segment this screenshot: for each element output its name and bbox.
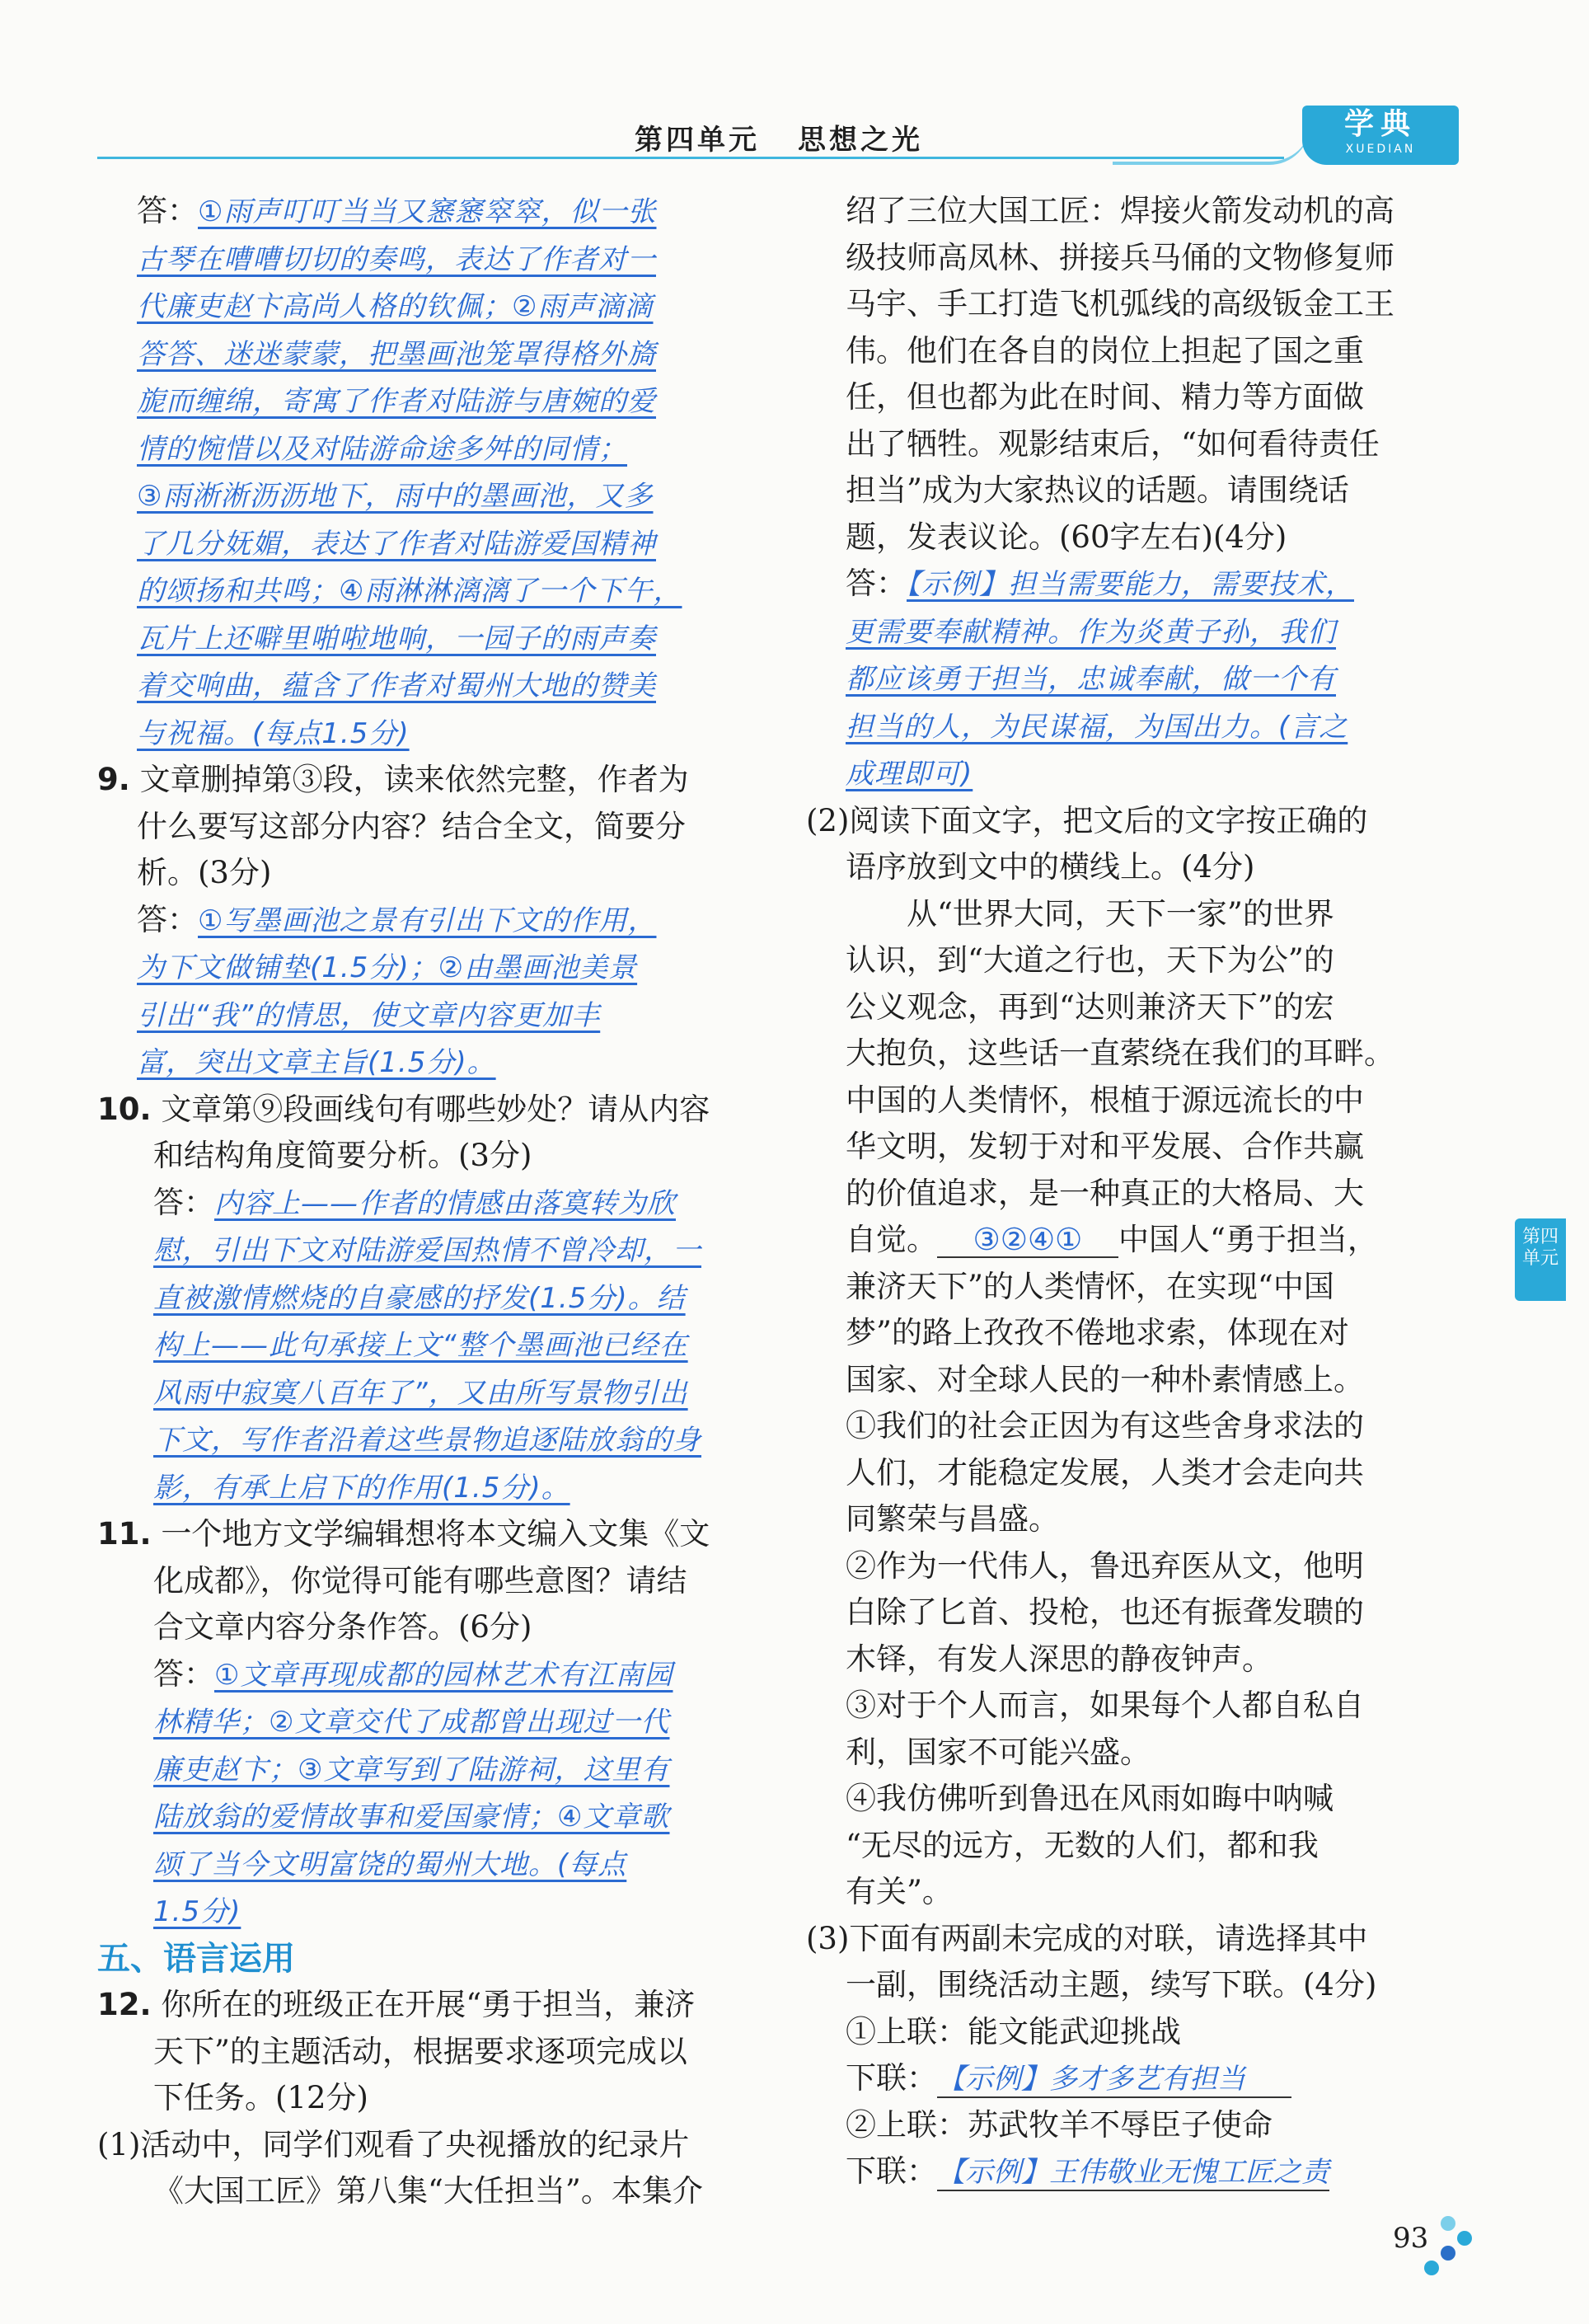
answer-line: 代廉吏赵卞高尚人格的钦佩；②雨声滴滴: [137, 290, 654, 323]
unit-side-tab: 第四单元: [1515, 1218, 1566, 1301]
couplets: [806, 2009, 1465, 2195]
answer-line: 成理即可): [846, 758, 973, 791]
question-line: 一副，围绕活动主题，续写下联。(4分): [846, 1967, 1377, 2002]
passage-line: 大抱负，这些话一直萦绕在我们的耳畔。: [846, 1035, 1394, 1071]
question-line: 析。(3分): [137, 855, 272, 890]
couplet-2-lower-label: 下联：: [846, 2153, 937, 2189]
couplet-1-lower-answer: 【示例】多才多艺有担当: [937, 2062, 1291, 2098]
answer-8: [97, 188, 757, 757]
hex-decoration-icon: [1441, 2216, 1455, 2231]
passage-line: 国家、对全球人民的一种朴素情感上。: [846, 1361, 1364, 1397]
option-line: ②作为一代伟人，鲁迅弃医从文，他明: [846, 1547, 1364, 1584]
passage-line: 兼济天下”的人类情怀，在实现“中国: [846, 1268, 1334, 1304]
answer-10: [97, 1180, 757, 1512]
hex-decoration-icon: [1424, 2261, 1439, 2275]
answer-line: 与祝福。(每点1.5分): [137, 716, 410, 750]
question-line: 伟。他们在各自的岗位上担起了国之重: [846, 332, 1364, 369]
section-heading: 五、语言运用: [97, 1939, 295, 1978]
answer-line: 为下文做铺垫(1.5分)；②由墨画池美景: [137, 951, 638, 984]
answer-12-1: [806, 561, 1465, 798]
question-12: [97, 1982, 757, 2215]
question-line: 你所在的班级正在开展“勇于担当，兼济: [161, 1987, 696, 2022]
answer-line: 廉吏赵卞；③文章写到了陆游祠，这里有: [153, 1753, 670, 1786]
answer-line: 1.5分): [153, 1895, 241, 1928]
question-line: 担当”成为大家热议的话题。请围绕话: [846, 472, 1349, 508]
question-9: [97, 757, 757, 897]
passage-line: 华文明，发轫于对和平发展、合作共赢: [846, 1129, 1364, 1164]
answer-line: 瓦片上还噼里啪啦地响，一园子的雨声奏: [137, 622, 656, 655]
answer-line: 古琴在嘈嘈切切的奏鸣，表达了作者对一: [137, 242, 656, 276]
answer-line: 都应该勇于担当，忠诚奉献，做一个有: [846, 663, 1336, 696]
question-line: (2)阅读下面文字，把文后的文字按正确的: [806, 802, 1368, 838]
question-line: (3)下面有两副未完成的对联，请选择其中: [806, 1920, 1368, 1956]
option-line: ①我们的社会正因为有这些舍身求法的: [846, 1408, 1364, 1444]
answer-line: 答答、迷迷蒙蒙，把墨画池笼罩得格外旖: [137, 337, 656, 371]
answer-line: 了几分妩媚，表达了作者对陆游爱国精神: [137, 527, 656, 561]
question-line: 文章第⑨段画线句有哪些妙处？请从内容: [161, 1091, 710, 1127]
question-12-3: [806, 1916, 1465, 2009]
answer-label: 答：: [846, 566, 907, 601]
option-line: 同繁荣与昌盛。: [846, 1501, 1059, 1537]
question-number: 10.: [97, 1091, 152, 1127]
answer-line: 直被激情燃烧的自豪感的抒发(1.5分)。结: [153, 1281, 686, 1315]
question-line: 一个地方文学编辑想将本文编入文集《文: [161, 1516, 710, 1552]
couplet-2-lower-answer: 【示例】王伟敬业无愧工匠之责: [937, 2155, 1329, 2191]
answer-line: ①文章再现成都的园林艺术有江南园: [214, 1658, 673, 1692]
answer-line: 颂了当今文明富饶的蜀州大地。(每点: [153, 1847, 627, 1881]
question-line: 什么要写这部分内容？结合全文，简要分: [137, 808, 686, 844]
answer-line: 林精华；②文章交代了成都曾出现过一代: [153, 1706, 670, 1739]
passage-blank-answer: ③②④①: [937, 1223, 1118, 1258]
passage-blank-suffix: 中国人“勇于担当，: [1118, 1222, 1378, 1257]
question-line: 任，但也都为此在时间、精力等方面做: [846, 379, 1364, 415]
question-line: 级技师高凤林、拼接兵马俑的文物修复师: [846, 239, 1394, 275]
answer-label: 答：: [137, 901, 198, 937]
page-header-title: [635, 117, 961, 157]
question-line: 语序放到文中的横线上。(4分): [846, 849, 1255, 885]
passage-line: 中国的人类情怀，根植于源远流长的中: [846, 1082, 1364, 1118]
option-line: 利，国家不可能兴盛。: [846, 1734, 1151, 1770]
question-number: 9.: [97, 762, 130, 797]
page-number: 93: [1393, 2222, 1429, 2255]
answer-line: 情的惋惜以及对陆游命途多舛的同情；: [137, 432, 627, 466]
answer-line: ③雨淅淅沥沥地下，雨中的墨画池，又多: [137, 480, 654, 513]
question-line: 出了牺牲。观影结束后，“如何看待责任: [846, 425, 1380, 462]
sentence-options: [806, 1403, 1465, 1916]
answer-line: 影，有承上启下的作用(1.5分)。: [153, 1471, 570, 1505]
left-column: [97, 188, 757, 2215]
question-12-1-continued: [806, 188, 1465, 561]
option-line: 白除了匕首、投枪，也还有振聋发聩的: [846, 1594, 1364, 1630]
passage-line: 公义观念，再到“达则兼济天下”的宏: [846, 988, 1334, 1025]
question-line: 合文章内容分条作答。(6分): [153, 1609, 532, 1645]
question-line: 化成都》，你觉得可能有哪些意图？请结: [153, 1562, 687, 1599]
question-11: [97, 1511, 757, 1651]
answer-line: 下文，写作者沿着这些景物追逐陆放翁的身: [153, 1424, 701, 1457]
question-line: 《大国工匠》第八集“大任担当”。本集介: [153, 2173, 703, 2209]
answer-line: 更需要奉献精神。作为炎黄子孙，我们: [846, 615, 1336, 649]
logo-chinese: 学典: [1343, 106, 1417, 141]
answer-label: 答：: [137, 193, 198, 228]
answer-line: 担当的人，为民谋福，为国出力。(言之: [846, 710, 1348, 744]
answer-line: 引出“我”的情思，使文章内容更加丰: [137, 998, 601, 1032]
passage-line: 梦”的路上孜孜不倦地求索，体现在对: [846, 1315, 1349, 1350]
passage-blank-prefix: 自觉。: [846, 1222, 937, 1257]
question-line: 题，发表议论。(60字左右)(4分): [846, 519, 1287, 555]
question-10: [97, 1087, 757, 1180]
answer-line: 风雨中寂寞八百年了”，又由所写景物引出: [153, 1376, 688, 1410]
couplet-2-upper: ②上联：苏武牧羊不辱臣子使命: [846, 2106, 1273, 2143]
answer-line: 陆放翁的爱情故事和爱国豪情；④文章歌: [153, 1801, 670, 1833]
question-line: 天下”的主题活动，根据要求逐项完成以: [153, 2033, 687, 2069]
option-line: “无尽的远方，无数的人们，都和我: [846, 1827, 1319, 1863]
answer-line: 旎而缠绵，寄寓了作者对陆游与唐婉的爱: [137, 385, 656, 418]
answer-line: 的颂扬和共鸣；④雨淋淋漓漓了一个下午，: [137, 575, 682, 608]
option-line: ④我仿佛听到鲁迅在风雨如晦中呐喊: [846, 1781, 1334, 1816]
question-line: 和结构角度简要分析。(3分): [153, 1138, 532, 1173]
question-line: 下任务。(12分): [153, 2080, 368, 2115]
question-line: 马宇、手工打造飞机弧线的高级钣金工王: [846, 286, 1394, 322]
passage-line: 的价值追求，是一种真正的大格局、大: [846, 1175, 1364, 1211]
passage-line: 从“世界大同，天下一家”的世界: [907, 895, 1334, 932]
question-number: 11.: [97, 1516, 152, 1552]
answer-line: ①雨声叮叮当当又窸窸窣窣，似一张: [198, 195, 657, 228]
answer-line: 内容上——作者的情感由落寞转为欣: [214, 1186, 676, 1220]
question-line: 文章删掉第③段，读来依然完整，作者为: [139, 762, 689, 797]
answer-line: ①写墨画池之景有引出下文的作用，: [198, 904, 657, 937]
answer-label: 答：: [153, 1655, 214, 1692]
couplet-1-upper: ①上联：能文能武迎挑战: [846, 2013, 1181, 2049]
question-line: 绍了三位大国工匠：焊接火箭发动机的高: [846, 193, 1394, 228]
question-line: (1)活动中，同学们观看了央视播放的纪录片: [97, 2126, 690, 2162]
unit-title: 思想之光: [798, 124, 923, 157]
answer-9: [97, 897, 757, 1087]
hex-decoration-icon: [1457, 2231, 1472, 2246]
reading-passage: [806, 891, 1465, 1404]
answer-line: 构上——此句承接上文“整个墨画池已经在: [153, 1329, 688, 1362]
question-number: 12.: [97, 1987, 152, 2022]
unit-label: 第四单元: [635, 124, 760, 157]
answer-line: 着交响曲，蕴含了作者对蜀州大地的赞美: [137, 669, 656, 702]
answer-line: 富，突出文章主旨(1.5分)。: [137, 1046, 496, 1079]
right-column: [806, 188, 1465, 2195]
question-12-2: [806, 798, 1465, 891]
option-line: 木铎，有发人深思的静夜钟声。: [846, 1641, 1273, 1677]
answer-line: 【示例】担当需要能力，需要技术，: [907, 568, 1354, 601]
option-line: 有关”。: [846, 1874, 953, 1909]
hex-decoration-icon: [1441, 2246, 1455, 2261]
header-rule: [97, 157, 1284, 159]
couplet-1-lower-label: 下联：: [846, 2060, 937, 2096]
answer-11: [97, 1651, 757, 1936]
passage-line: 认识，到“大道之行也，天下为公”的: [846, 942, 1334, 978]
publisher-logo: [1302, 106, 1459, 165]
option-line: ③对于个人而言，如果每个人都自私自: [846, 1688, 1364, 1723]
logo-english: XUEDIAN: [1345, 143, 1416, 156]
answer-line: 慰，引出下文对陆游爱国热情不曾冷却，一: [153, 1234, 701, 1267]
answer-label: 答：: [153, 1184, 214, 1220]
option-line: 人们，才能稳定发展，人类才会走向共: [846, 1454, 1364, 1491]
